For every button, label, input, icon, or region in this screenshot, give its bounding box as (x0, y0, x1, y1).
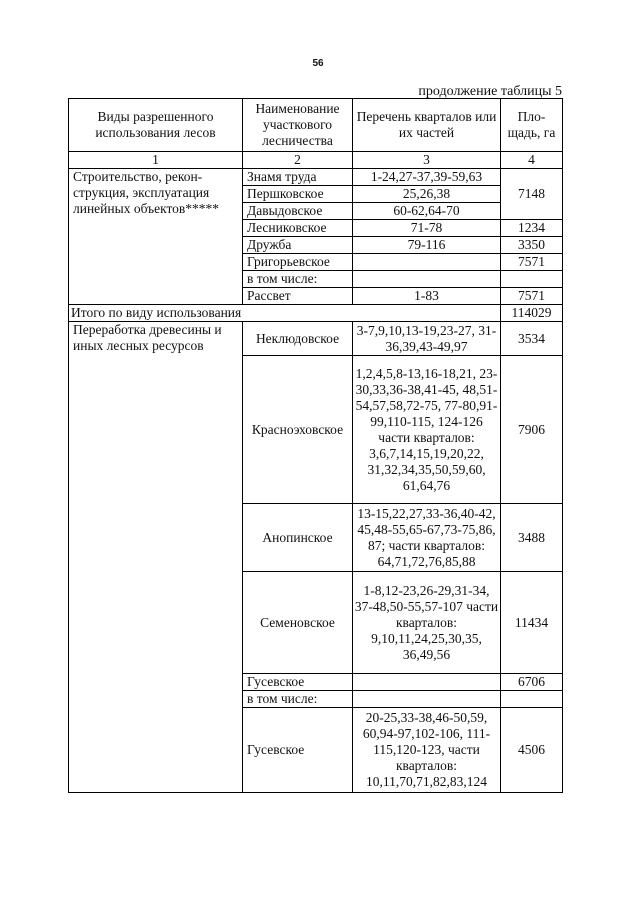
quarters-list (353, 674, 501, 691)
use-type-construction: Строительство, рекон-струкция, эксплуатация линейных объектов***** (69, 169, 243, 305)
table-row (69, 322, 563, 356)
forestry-name: Неклюдовское (243, 322, 353, 356)
quarters-list: 60-62,64-70 (353, 203, 501, 220)
area-value: 4506 (501, 708, 563, 793)
header-type-of-use: Виды разрешенного использования лесов (69, 99, 243, 152)
table-row (69, 169, 563, 186)
forestry-name: Дружба (243, 237, 353, 254)
area-value: 3350 (501, 237, 563, 254)
quarters-list: 71-78 (353, 220, 501, 237)
forestry-name: Гусевское (243, 674, 353, 691)
use-type-processing: Переработка древесины и иных лесных ресурсов (69, 322, 243, 793)
quarters-list: 79-116 (353, 237, 501, 254)
subtotal-label: в том числе: (243, 691, 353, 708)
page-number: 56 (312, 58, 324, 69)
quarters-list: 13-15,22,27,33-36,40-42, 45,48-55,65-67,73-75,86, 87; части кварталов: 64,71,72,76,85,88 (353, 504, 501, 572)
forestry-name: Рассвет (243, 288, 353, 305)
area-value: 7148 (501, 169, 563, 220)
quarters-list: 1-83 (353, 288, 501, 305)
continuation-label: продолжение таблицы 5 (418, 84, 562, 99)
total-row (69, 305, 563, 322)
total-label: Итого по виду использования (69, 305, 501, 322)
column-number: 3 (353, 152, 501, 169)
forestry-name: Давыдовское (243, 203, 353, 220)
total-value: 114029 (501, 305, 563, 322)
area-value: 3534 (501, 322, 563, 356)
forestry-name: Анопинское (243, 504, 353, 572)
forestry-name: Гусевское (243, 708, 353, 793)
column-number-row (69, 152, 563, 169)
quarters-list: 1-24,27-37,39-59,63 (353, 169, 501, 186)
forestry-name: Григорьевское (243, 254, 353, 271)
forestry-name: Першковское (243, 186, 353, 203)
area-value: 7571 (501, 288, 563, 305)
header-row (69, 99, 563, 152)
subtotal-label: в том числе: (243, 271, 353, 288)
quarters-list (353, 271, 501, 288)
forest-use-table (68, 98, 563, 793)
quarters-list: 1-8,12-23,26-29,31-34, 37-48,50-55,57-107 части кварталов: 9,10,11,24,25,30,35, 36,49,56 (353, 572, 501, 674)
area-value (501, 691, 563, 708)
quarters-list: 3-7,9,10,13-19,23-27, 31-36,39,43-49,97 (353, 322, 501, 356)
header-quarters: Перечень кварталов или их частей (353, 99, 501, 152)
column-number: 1 (69, 152, 243, 169)
area-value (501, 271, 563, 288)
area-value: 6706 (501, 674, 563, 691)
quarters-list: 20-25,33-38,46-50,59, 60,94-97,102-106, 111-115,120-123, части кварталов: 10,11,70,71,82,83,124 (353, 708, 501, 793)
area-value: 1234 (501, 220, 563, 237)
quarters-list (353, 254, 501, 271)
area-value: 7906 (501, 356, 563, 504)
area-value: 11434 (501, 572, 563, 674)
forestry-name: Красноэховское (243, 356, 353, 504)
column-number: 2 (243, 152, 353, 169)
quarters-list: 1,2,4,5,8-13,16-18,21, 23-30,33,36-38,41-45, 48,51-54,57,58,72-75, 77-80,91-99,110-115, 124-126 части кварталов: 3,6,7,14,15,19,20,22, 31,32,34,35,50,59,60, 61,64,76 (353, 356, 501, 504)
header-forestry: Наименование участкового лесничества (243, 99, 353, 152)
area-value: 7571 (501, 254, 563, 271)
quarters-list: 25,26,38 (353, 186, 501, 203)
column-number: 4 (501, 152, 563, 169)
area-value: 3488 (501, 504, 563, 572)
forestry-name: Семеновское (243, 572, 353, 674)
quarters-list (353, 691, 501, 708)
forestry-name: Лесниковское (243, 220, 353, 237)
header-area: Пло-щадь, га (501, 99, 563, 152)
forestry-name: Знамя труда (243, 169, 353, 186)
